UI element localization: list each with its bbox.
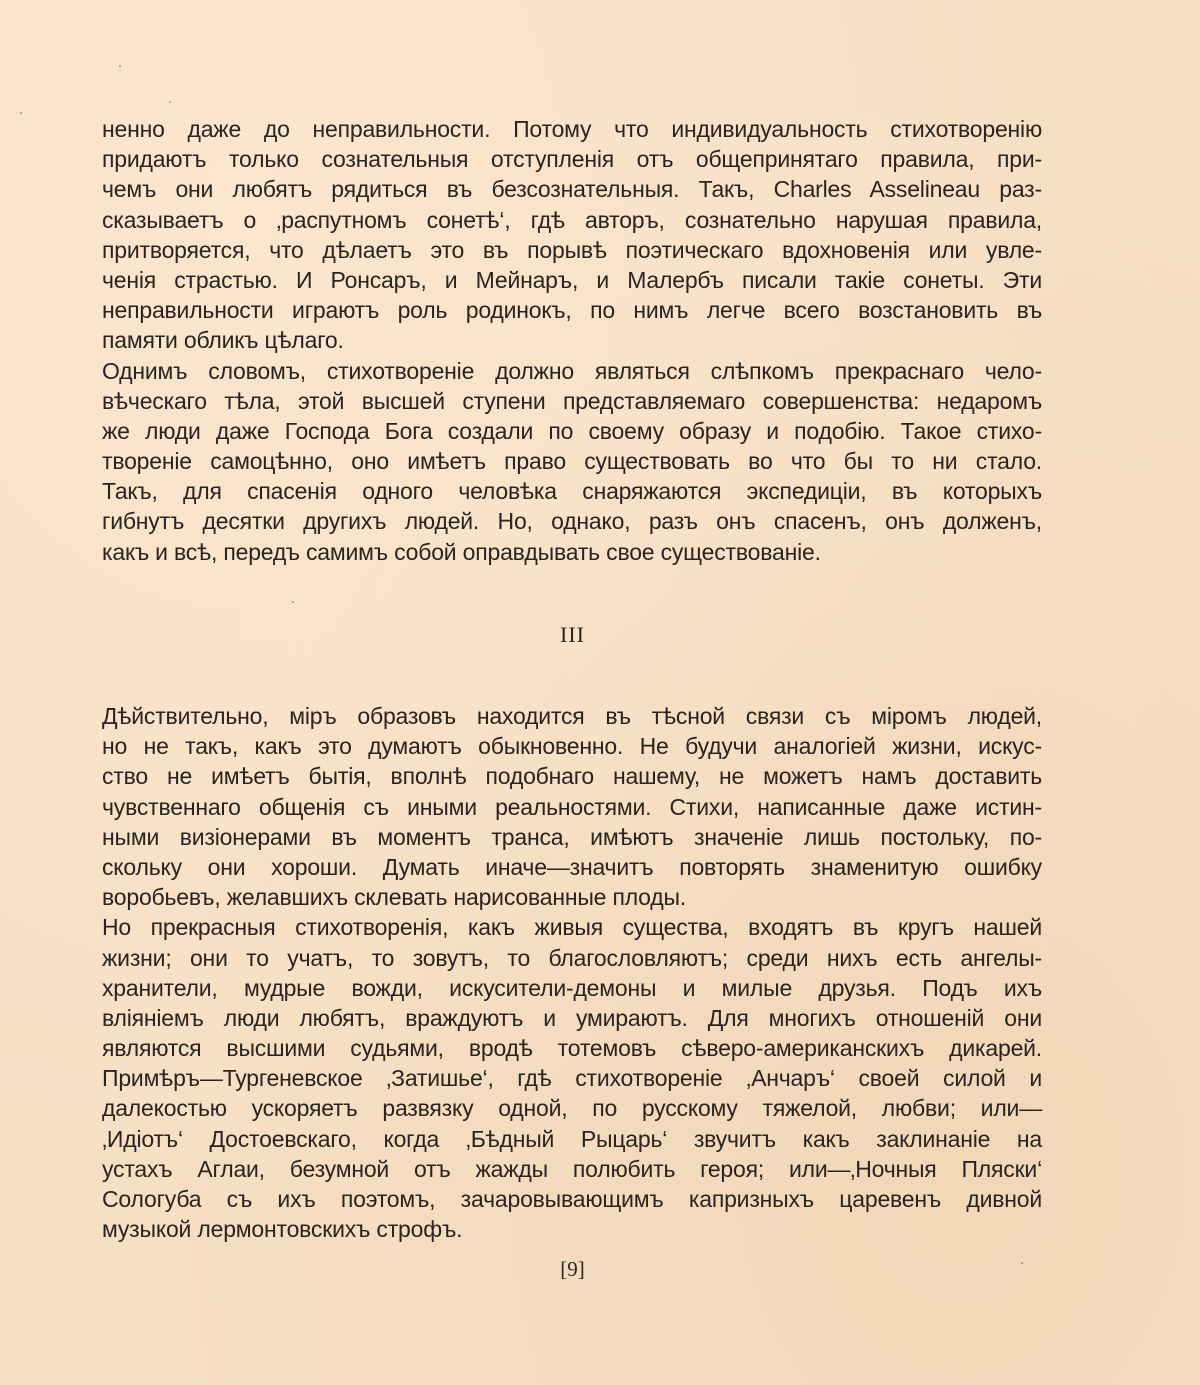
paper-speck bbox=[169, 101, 171, 103]
text-line: Сологуба съ ихъ поэтомъ, зачаровывающимъ капризныхъ царевенъ дивной bbox=[102, 1186, 1042, 1212]
text-line: гибнутъ десятки другихъ людей. Но, однако, разъ онъ спасенъ, онъ долженъ, bbox=[102, 508, 1042, 535]
text-line: Однимъ словомъ, стихотвореніе должно являться слѣпкомъ прекраснаго чело- bbox=[102, 357, 1042, 384]
text-line: памяти обликъ цѣлаго. bbox=[102, 327, 344, 354]
text-line: являются высшими судьями, вродѣ тотемовъ сѣверо-американскихъ дикарей. bbox=[102, 1035, 1042, 1062]
text-line: неправильности играютъ роль родинокъ, по нимъ легче всего возстановить въ bbox=[102, 297, 1042, 324]
text-line: музыкой лермонтовскихъ строфъ. bbox=[102, 1216, 463, 1243]
text-line: хранители, мудрые вожди, искусители-демоны и милые друзья. Подъ ихъ bbox=[102, 974, 1042, 1001]
text-line: ‚Идіотъ‘ Достоевскаго, когда ‚Бѣдный Рыцарь‘ звучитъ какъ заклинаніе на bbox=[102, 1125, 1042, 1152]
text-block-continuation bbox=[102, 114, 1042, 567]
text-line: сказываетъ о ‚распутномъ сонетѣ‘, гдѣ авторъ, сознательно нарушая правила, bbox=[102, 206, 1042, 233]
paper-speck bbox=[20, 112, 22, 114]
text-line: скольку они хороши. Думать иначе—значитъ повторять знаменитую ошибку bbox=[102, 853, 1042, 880]
text-line: чемъ они любятъ рядиться въ безсознательныя. Такъ, Charles Asselineau раз- bbox=[102, 176, 1042, 203]
paper-speck bbox=[119, 65, 121, 67]
text-line: Но прекрасныя стихотворенія, какъ живыя существа, входятъ въ кругъ нашей bbox=[102, 914, 1042, 941]
section-heading: III bbox=[560, 622, 585, 647]
text-line: ными визіонерами въ моментъ транса, имѣютъ значеніе лишь постольку, по- bbox=[102, 823, 1042, 850]
text-line: ство не имѣетъ бытія, вполнѣ подобнаго нашему, не можетъ намъ доставить bbox=[102, 763, 1042, 790]
text-block-section-iii bbox=[102, 701, 1042, 1244]
paper-speck bbox=[292, 601, 294, 603]
text-line: притворяется, что дѣлаетъ это въ порывѣ поэтическаго вдохновенія или увле- bbox=[102, 236, 1042, 263]
text-line: вліяніемъ люди любятъ, враждуютъ и умираютъ. Для многихъ отношеній они bbox=[102, 1004, 1042, 1031]
text-line: ченія страстью. И Ронсаръ, и Мейнаръ, и Малербъ писали такіе сонеты. Эти bbox=[102, 266, 1042, 293]
text-line: вѣческаго тѣла, этой высшей ступени представляемаго совершенства: недаромъ bbox=[102, 387, 1042, 414]
text-line: жизни; они то учатъ, то зовутъ, то благословляютъ; среди нихъ есть ангелы- bbox=[102, 944, 1042, 971]
text-line: какъ и всѣ, передъ самимъ собой оправдывать свое существованіе. bbox=[102, 538, 821, 565]
text-line: ненно даже до неправильности. Потому что индивидуальность стихотворенію bbox=[102, 116, 1042, 142]
text-line: Такъ, для спасенія одного человѣка снаряжаются экспедиціи, въ которыхъ bbox=[102, 478, 1042, 505]
text-line: далекостью ускоряетъ развязку одной, по русскому тяжелой, любви; или— bbox=[102, 1095, 1042, 1122]
text-line: но не такъ, какъ это думаютъ обыкновенно. Не будучи аналогіей жизни, искус- bbox=[102, 733, 1042, 760]
text-line: твореніе самоцѣнно, оно имѣетъ право существовать во что бы то ни стало. bbox=[102, 448, 1042, 475]
text-line: воробьевъ, желавшихъ склевать нарисованные плоды. bbox=[102, 884, 686, 911]
page-number: [9] bbox=[560, 1257, 585, 1281]
paper-speck bbox=[1021, 1262, 1023, 1264]
text-line: чувственнаго общенія съ иными реальностями. Стихи, написанные даже истин- bbox=[102, 793, 1042, 820]
text-line: придаютъ только сознательныя отступленія отъ общепринятаго правила, при- bbox=[102, 146, 1042, 173]
text-line: устахъ Аглаи, безумной отъ жажды полюбить героя; или—‚Ночныя Пляски‘ bbox=[102, 1155, 1042, 1182]
text-line: же люди даже Господа Бога создали по своему образу и подобію. Такое стихо- bbox=[102, 417, 1042, 444]
text-line: Примѣръ—Тургеневское ‚Затишье‘, гдѣ стихотвореніе ‚Анчаръ‘ своей силой и bbox=[102, 1065, 1042, 1092]
text-line: Дѣйствительно, міръ образовъ находится въ тѣсной связи съ міромъ людей, bbox=[102, 703, 1042, 729]
